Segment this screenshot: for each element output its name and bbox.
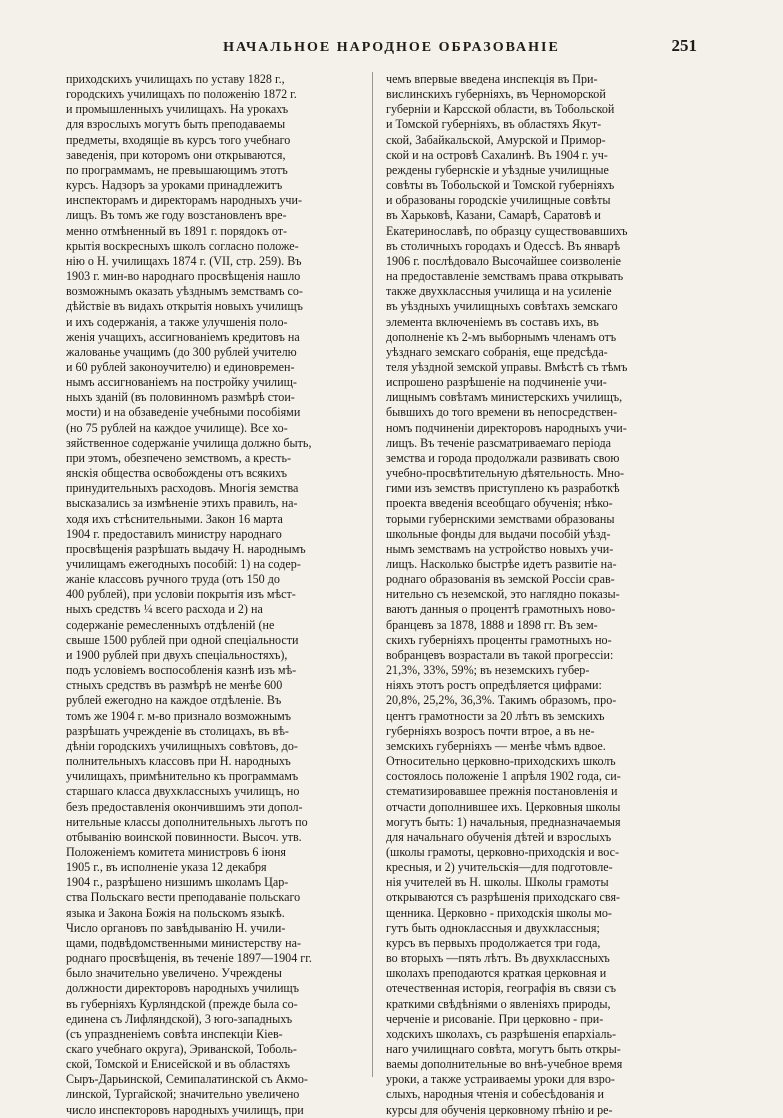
text-line: дополненіе къ 2-мъ выборнымъ членамъ отъ: [386, 329, 617, 344]
text-line: ской, Томской и Енисейской и въ областяхъ: [66, 1057, 291, 1072]
text-line: щенника. Церковно - приходскія школы мо-: [386, 905, 612, 920]
text-line: нымъ земствамъ на устройство новыхъ учи-: [386, 541, 614, 556]
text-line: могутъ быть: 1) начальныя, предназначаемыя: [386, 814, 621, 829]
text-line: испрошено разрѣшеніе на подчиненіе учи-: [386, 375, 607, 390]
text-line: высказались за измѣненіе этихъ правилъ, на-: [66, 496, 298, 511]
text-line: училищамъ ежегодныхъ пособій: 1) на содер-: [66, 557, 301, 571]
text-line: земскихъ губерніяхъ — менѣе чѣмъ вдвое.: [386, 738, 606, 753]
text-line: и ихъ содержанія, а также улучшенія поло-: [66, 314, 288, 329]
text-line: гутъ быть одноклассныя и двухклассныя;: [386, 920, 600, 935]
text-line: приходскихъ училищахъ по уставу 1828 г.,: [66, 72, 285, 86]
text-line: центъ грамотности за 20 лѣтъ въ земскихъ: [386, 708, 605, 723]
text-line: въ уѣздныхъ училищныхъ совѣтахъ земскаго: [386, 299, 618, 314]
text-line: 400 рублей), при условіи покрытія изъ мѣст-: [66, 587, 296, 602]
text-line: отчасти дополнившее ихъ. Церковныя школы: [386, 799, 621, 814]
text-line: нію о Н. училищахъ 1874 г. (VII, стр. 259). Въ: [66, 253, 302, 268]
text-line: ходскихъ школахъ, съ разрѣшенія епархіаль-: [386, 1026, 617, 1041]
text-line: 1904 г. предоставилъ министру народнаго: [66, 526, 282, 541]
text-line: янскія общества освобождены отъ всякихъ: [66, 466, 287, 481]
text-line: черченіе и рисованіе. При церковно - при-: [386, 1011, 604, 1026]
text-line: Сыръ-Дарьинской, Семипалатинской съ Акмо-: [66, 1072, 308, 1087]
text-line: 1906 г. послѣдовало Высочайшее соизволеніе: [386, 253, 622, 268]
text-line: 1905 г., въ исполненіе указа 12 декабря: [66, 860, 267, 875]
text-line: чемъ впервые введена инспекція въ При-: [386, 72, 598, 86]
text-line: городскихъ училищахъ по положенію 1872 г.: [66, 87, 297, 102]
text-line: при этомъ, обезпечено земствомъ, а кресть-: [66, 450, 291, 465]
text-line: реждены губернскіе и уѣздные училищные: [386, 162, 609, 177]
text-line: просвѣщенія разрѣшать выдачу Н. народнымъ: [66, 541, 306, 556]
text-line: рублей ежегодно на каждое отдѣленіе. Въ: [66, 693, 282, 708]
text-line: и 60 рублей законоучителю) и единовремен-: [66, 359, 295, 374]
left-column: [66, 72, 352, 1118]
text-line: 21,3%, 33%, 59%; въ неземскихъ губер-: [386, 663, 590, 678]
text-line: 20,8%, 25,2%, 36,3%. Такимъ образомъ, про-: [386, 693, 617, 708]
text-line: бывшихъ до того времени въ непосредствен-: [386, 405, 618, 420]
text-line: жаніе классовъ ручного труда (отъ 150 до: [66, 572, 280, 587]
text-line: предметы, входящіе въ курсъ того учебнаго: [66, 132, 291, 147]
text-line: крытія воскресныхъ школъ согласно положе-: [66, 238, 299, 253]
text-line: наго училищнаго совѣта, могутъ быть откры-: [386, 1042, 621, 1056]
right-column: [386, 72, 672, 1118]
text-line: женія учащихъ, ассигнованіемъ кредитовъ на: [66, 329, 300, 344]
text-line: по программамъ, не превышающимъ этотъ: [66, 162, 288, 177]
text-line: въ губерніяхъ Курляндской (прежде была со-: [66, 996, 298, 1011]
running-header: НАЧАЛЬНОЕ НАРОДНОЕ ОБРАЗОВАНІЕ: [223, 40, 560, 55]
text-line: нительно съ неземской, это наглядно показы-: [386, 587, 620, 602]
text-line: содержаніе ремесленныхъ отдѣленій (не: [66, 617, 275, 632]
text-line: также двухклассныя училища и на усиленіе: [386, 284, 612, 299]
text-line: линской, Тургайской; значительно увеличено: [66, 1087, 300, 1102]
text-line: и 1900 рублей при двухъ спеціальностяхъ),: [66, 647, 288, 662]
text-line: скаго учебнаго округа), Эриванской, Тоболь-: [66, 1042, 297, 1056]
text-line: вислинскихъ губерніяхъ, въ Черноморской: [386, 87, 606, 102]
text-line: нія учителей въ Н. школы. Школы грамоты: [386, 875, 609, 890]
text-line: курсъ. Надзоръ за уроками принадлежитъ: [66, 178, 283, 193]
text-line: Екатеринославѣ, по образцу существовавшихъ: [386, 223, 628, 238]
text-line: лищъ. Въ теченіе разсматриваемаго періода: [386, 435, 612, 450]
text-line: проекта введенія всеобщаго обученія; нѣко-: [386, 496, 613, 511]
text-line: уѣзднаго земскаго собранія, еще предсѣда-: [386, 344, 608, 359]
text-line: для взрослыхъ могутъ быть преподаваемы: [66, 117, 286, 132]
text-line: 1903 г. мин-во народнаго просвѣщенія нашло: [66, 269, 301, 284]
text-line: заведенія, при которомъ они открываются,: [66, 147, 286, 162]
text-line: школахъ преподаются краткая церковная и: [386, 966, 607, 981]
text-line: ныхъ зданій (въ половинномъ размѣрѣ стои-: [66, 390, 295, 405]
text-line: роднаго просвѣщенія, въ теченіе 1897—1904 гг.: [66, 951, 312, 966]
text-line: Положеніемъ комитета министровъ 6 іюня: [66, 844, 286, 859]
text-line: школьные фонды для выдачи пособій уѣзд-: [386, 526, 611, 541]
text-line: жалованье учащимъ (до 300 рублей учителю: [66, 344, 297, 359]
text-line: краткими свѣдѣніями о явленіяхъ природы,: [386, 996, 611, 1011]
text-line: училищахъ, примѣнительно къ программамъ: [66, 769, 299, 784]
column-divider: [372, 72, 373, 1077]
text-line: полнительныхъ классовъ при Н. народныхъ: [66, 754, 291, 769]
text-line: ства Польскаго вести преподаваніе польскаго: [66, 890, 301, 905]
text-line: лищъ. Насколько быстрѣе идетъ развитіе на-: [386, 557, 617, 571]
text-line: Относительно церковно-приходскихъ школъ: [386, 754, 616, 769]
text-line: Число органовъ по завѣдыванію Н. учили-: [66, 920, 286, 935]
text-line: номъ подчиненіи директоровъ народныхъ учи-: [386, 420, 627, 435]
text-line: ходя ихъ стѣснительными. Закон 16 марта: [66, 511, 283, 526]
text-line: единена съ Лифляндской), 3 юго-западныхъ: [66, 1011, 293, 1026]
text-line: курсъ въ первыхъ продолжается три года,: [386, 935, 601, 950]
text-line: ваютъ данныя о процентѣ грамотныхъ ново-: [386, 602, 616, 617]
text-line: губерніяхъ возросъ почти втрое, а въ не-: [386, 723, 595, 738]
text-line: роднаго образованія въ земской Россіи срав-: [386, 572, 615, 587]
text-line: ваемы дополнительные во внѣ-учебное время: [386, 1057, 623, 1072]
text-line: ныхъ средствъ ¼ всего расхода и 2) на: [66, 602, 263, 617]
text-line: ской, Забайкальской, Амурской и Примор-: [386, 132, 606, 147]
text-line: и промышленныхъ училищахъ. На урокахъ: [66, 102, 289, 117]
text-line: теля уѣздной земской управы. Вмѣстѣ съ тѣмъ: [386, 359, 628, 374]
text-line: состоялось положеніе 1 апрѣля 1902 года, си-: [386, 769, 621, 784]
text-line: торыми губернскими земствами образованы: [386, 511, 615, 526]
text-line: вобранцевъ возрастали въ такой прогрессіи:: [386, 647, 614, 662]
text-line: (школы грамоты, церковно-приходскія и вос-: [386, 844, 619, 859]
text-line: отбыванію воинской повинности. Высоч. утв.: [66, 829, 302, 844]
text-line: для начальнаго обученія дѣтей и взрослыхъ: [386, 829, 612, 844]
text-line: въ Харьковѣ, Казани, Самарѣ, Саратовѣ и: [386, 208, 601, 223]
text-line: бранцевъ за 1878, 1888 и 1898 гг. Въ зем-: [386, 617, 598, 632]
text-line: число инспекторовъ народныхъ училищъ, при: [66, 1102, 304, 1117]
text-line: нымъ ассигнованіемъ на постройку училищ-: [66, 375, 297, 390]
text-line: слыхъ, народныя чтенія и собесѣдованія и: [386, 1087, 605, 1102]
text-line: возможнымъ оказать уѣзднымъ земствамъ со-: [66, 284, 303, 299]
text-line: дѣйствіе въ видахъ открытія новыхъ училищъ: [66, 299, 303, 314]
text-line: разрѣшать учрежденіе въ столицахъ, въ вѣ-: [66, 723, 289, 738]
text-line: скихъ губерніяхъ проценты грамотныхъ но-: [386, 632, 612, 647]
text-line: лищъ. Въ томъ же году возстановленъ вре-: [66, 208, 287, 223]
text-line: было значительно увеличено. Учреждены: [66, 966, 282, 981]
text-line: стематизировавшее прежнія постановленія и: [386, 784, 618, 799]
text-line: томъ же 1904 г. м-во признало возможнымъ: [66, 708, 292, 723]
text-line: и образованы городскіе училищные совѣты: [386, 193, 611, 208]
text-line: совѣты въ Тобольской и Томской губерніяхъ: [386, 178, 615, 193]
text-line: элемента включеніемъ въ составъ ихъ, въ: [386, 314, 599, 329]
text-line: дѣніи городскихъ училищныхъ совѣтовъ, до-: [66, 738, 298, 753]
text-line: безъ предоставленія окончившимъ эти допол-: [66, 799, 303, 814]
text-line: принудительныхъ расходовъ. Многія земства: [66, 481, 299, 496]
text-line: на предоставленіе земствамъ права открывать: [386, 269, 624, 284]
text-line: въ столичныхъ городахъ и Одессѣ. Въ январѣ: [386, 238, 621, 253]
text-line: зяйственное содержаніе училища должно быть,: [66, 435, 312, 450]
text-line: подъ условіемъ воспособленія казнѣ изъ мѣ-: [66, 663, 297, 678]
text-line: стныхъ средствъ въ размѣрѣ не менѣе 600: [66, 678, 283, 693]
text-line: открываются съ разрѣшенія приходскаго свя-: [386, 890, 621, 905]
text-line: земства и города продолжали развивать свою: [386, 450, 620, 465]
text-line: 1904 г., разрѣшено низшимъ школамъ Цар-: [66, 875, 289, 890]
text-line: (съ упраздненіемъ совѣта инспекціи Кіев-: [66, 1026, 283, 1041]
text-line: мости) и на обзаведеніе учебными пособіями: [66, 405, 301, 420]
text-line: курсы для обученія церковному пѣнію и ре-: [386, 1102, 613, 1117]
text-line: ской и на островѣ Сахалинѣ. Въ 1904 г. уч-: [386, 147, 608, 162]
text-line: кресныя, и 2) учительскія—для подготовле-: [386, 860, 613, 875]
text-line: и Томской губерніяхъ, въ областяхъ Якут-: [386, 117, 602, 132]
text-line: должности директоровъ народныхъ училищъ: [66, 981, 299, 996]
text-line: нительные классы дополнительныхъ льготъ по: [66, 814, 308, 829]
text-line: свыше 1500 рублей при одной спеціальности: [66, 632, 299, 647]
text-line: менно отмѣненный въ 1891 г. порядокъ от-: [66, 223, 288, 238]
text-line: уроки, а также устраиваемы уроки для взро-: [386, 1072, 615, 1087]
text-line: щами, подвѣдомственными министерству на-: [66, 935, 301, 950]
text-line: отечественная исторія, географія въ связи съ: [386, 981, 617, 996]
text-line: лищнымъ совѣтамъ министерскихъ училищъ,: [386, 390, 623, 405]
page-number: 251: [671, 36, 697, 55]
text-line: гими изъ земствъ приступлено къ разработкѣ: [386, 481, 620, 496]
text-line: ніяхъ этотъ ростъ опредѣляется цифрами:: [386, 678, 602, 693]
text-line: старшаго класса двухклассныхъ училищъ, но: [66, 784, 300, 799]
text-line: инспекторамъ и директорамъ народныхъ учи-: [66, 193, 302, 208]
text-line: губерніи и Карсской области, въ Тобольской: [386, 102, 615, 117]
text-line: во вторыхъ —пять лѣтъ. Въ двухклассныхъ: [386, 951, 610, 966]
text-line: языка и Закона Божія на польскомъ языкѣ.: [66, 905, 285, 920]
text-line: (но 75 рублей на каждое училище). Все хо-: [66, 420, 288, 435]
text-line: учебно-просвѣтительную дѣятельность. Мно-: [386, 466, 625, 481]
